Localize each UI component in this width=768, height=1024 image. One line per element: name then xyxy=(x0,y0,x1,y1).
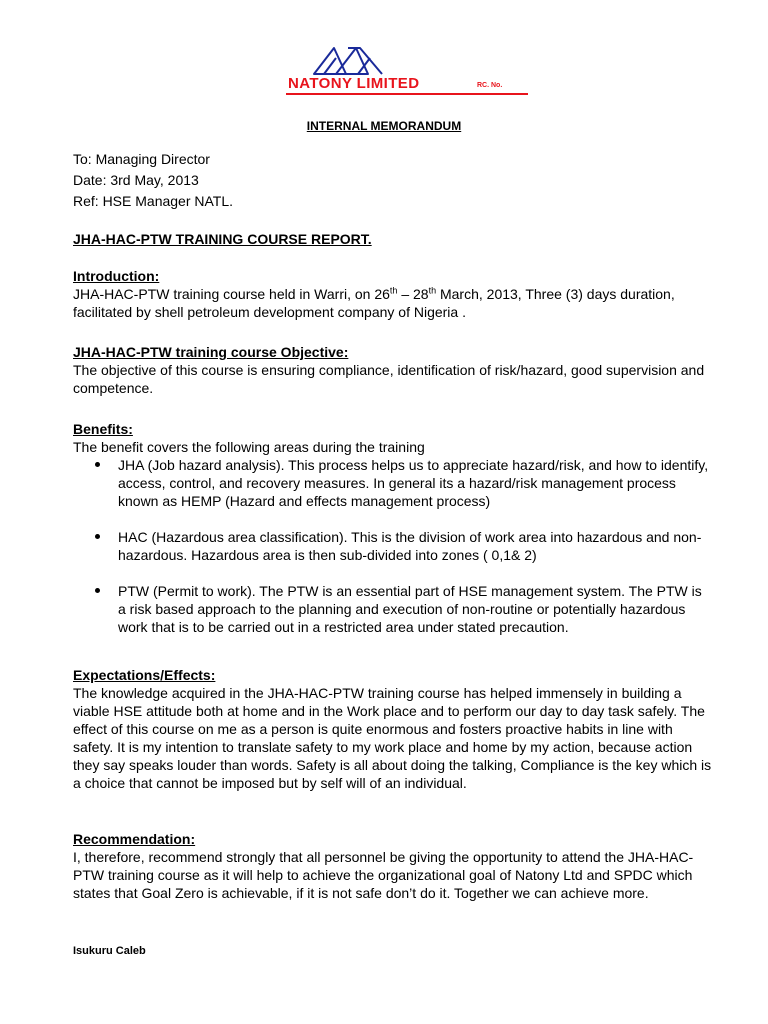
memo-ref: Ref: HSE Manager NATL. xyxy=(73,193,234,209)
expectations-section xyxy=(73,667,713,792)
report-title: JHA-HAC-PTW TRAINING COURSE REPORT. xyxy=(73,231,372,247)
memo-date: Date: 3rd May, 2013 xyxy=(73,172,199,188)
company-name: NATONY LIMITED xyxy=(288,75,420,92)
signature-name: Isukuru Caleb xyxy=(73,945,146,957)
memo-to: To: Managing Director xyxy=(73,151,210,167)
recommendation-text: I, therefore, recommend strongly that all personnel be giving the opportunity to attend the JHA-HAC-PTW training course as it will help to achieve the organizational goal of Natony Ltd and SPDC which states that Goal Zero is achievable, if it is not safe don’t do it. Together we can achieve more. xyxy=(73,849,694,901)
benefits-list xyxy=(73,456,713,636)
bullet-icon xyxy=(95,588,100,593)
list-item: JHA (Job hazard analysis). This process helps us to appreciate hazard/risk, and how to identify, access, control, and recovery measures. In general its a hazard/risk management process known as HEMP (Hazard and effects management process) xyxy=(73,456,713,510)
company-logo-mark xyxy=(312,46,384,76)
bullet-icon xyxy=(95,534,100,539)
objective-section xyxy=(73,344,713,397)
logo-underline xyxy=(286,93,528,95)
introduction-heading: Introduction: xyxy=(73,268,160,284)
bullet-icon xyxy=(95,462,100,467)
list-item: HAC (Hazardous area classification). This is the division of work area into hazardous and non-hazardous. Hazardous area is then sub-divided into zones ( 0,1& 2) xyxy=(73,528,713,564)
memo-title: INTERNAL MEMORANDUM xyxy=(306,119,462,133)
objective-text: The objective of this course is ensuring compliance, identification of risk/hazard, good supervision and competence. xyxy=(73,362,705,396)
benefits-section xyxy=(73,421,713,654)
benefits-heading: Benefits: xyxy=(73,421,133,437)
introduction-text: JHA-HAC-PTW training course held in Warri, on 26th – 28th March, 2013, Three (3) days duration, facilitated by shell petroleum development company of Nigeria . xyxy=(73,285,675,320)
recommendation-heading: Recommendation: xyxy=(73,831,196,847)
benefits-intro: The benefit covers the following areas during the training xyxy=(73,439,425,455)
expectations-heading: Expectations/Effects: xyxy=(73,667,216,683)
recommendation-section xyxy=(73,831,713,902)
list-item: PTW (Permit to work). The PTW is an essential part of HSE management system. The PTW is a risk based approach to the planning and execution of non-routine or potentially hazardous work that is to be carried out in a restricted area under stated precaution. xyxy=(73,582,713,636)
company-reg-suffix: RC. No. xyxy=(477,82,503,89)
expectations-text: The knowledge acquired in the JHA-HAC-PTW training course has helped immensely in building a viable HSE attitude both at home and in the Work place and to perform our day to day task safely. The effect of this course on me as a person is quite enormous and fosters proactive habits in line with safety. It is my intention to translate safety to my work place and home by my action, because action they say speaks louder than words. Safety is all about doing the talking, Compliance is the key which is a choice that cannot be imposed but by self will of an individual. xyxy=(73,685,712,791)
introduction-section xyxy=(73,268,713,321)
objective-heading: JHA-HAC-PTW training course Objective: xyxy=(73,344,349,360)
